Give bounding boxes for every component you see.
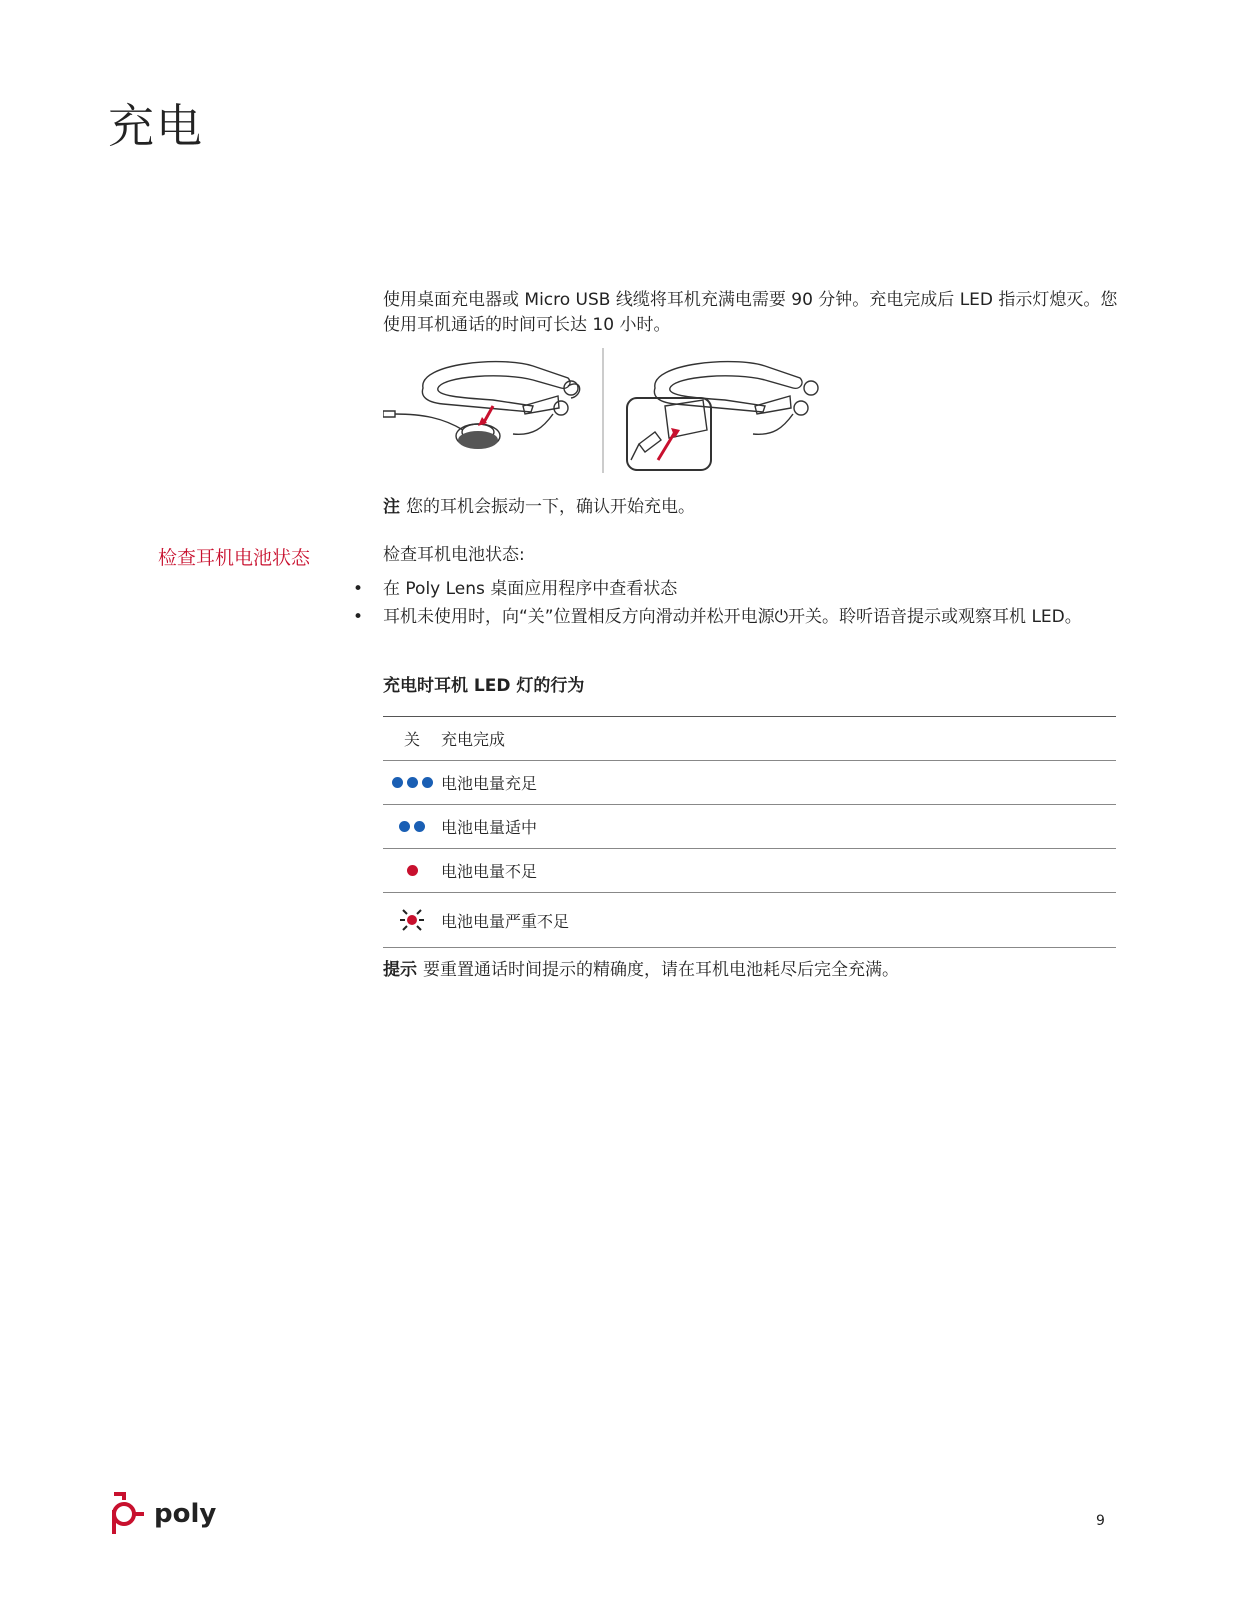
led-state-label: 电池电量严重不足 bbox=[441, 911, 570, 931]
list-item-text: 在 Poly Lens 桌面应用程序中查看状态 bbox=[383, 579, 678, 599]
three-blue-dots-icon bbox=[383, 777, 441, 788]
bullet-icon: • bbox=[353, 607, 364, 627]
led-off-indicator: 关 bbox=[403, 730, 420, 749]
led-state-label: 电池电量适中 bbox=[441, 818, 538, 837]
battery-section-heading: 检查耳机电池状态 bbox=[158, 547, 311, 569]
table-row bbox=[383, 849, 1116, 893]
list-item-text: 耳机未使用时，向“关”位置相反方向滑动并松开电源⏻开关。聆听语音提示或观察耳机 LED。 bbox=[383, 607, 1082, 627]
table-row bbox=[383, 761, 1116, 805]
one-red-dot-icon bbox=[383, 865, 441, 876]
led-behavior-table bbox=[383, 716, 1116, 948]
two-blue-dots-icon bbox=[383, 821, 441, 832]
poly-logo bbox=[110, 1490, 220, 1538]
led-table-title: 充电时耳机 LED 灯的行为 bbox=[383, 676, 585, 696]
bullet-icon: • bbox=[353, 579, 364, 599]
tip-label: 提示 bbox=[383, 960, 417, 980]
svg-text:poly: poly bbox=[154, 1499, 217, 1529]
battery-check-list bbox=[353, 577, 1123, 633]
note-text: 您的耳机会振动一下，确认开始充电。 bbox=[406, 497, 695, 517]
list-item bbox=[353, 605, 1123, 630]
list-item bbox=[353, 577, 1123, 602]
intro-paragraph: 使用桌面充电器或 Micro USB 线缆将耳机充满电需要 90 分钟。充电完成后 LED 指示灯熄灭。您使用耳机通话的时间可长达 10 小时。 bbox=[383, 290, 1118, 335]
page-number: 9 bbox=[1096, 1513, 1105, 1529]
led-state-label: 电池电量充足 bbox=[441, 774, 538, 793]
battery-section-intro: 检查耳机电池状态: bbox=[383, 545, 525, 565]
flashing-red-dot-icon bbox=[383, 905, 441, 935]
led-state-label: 电池电量不足 bbox=[441, 862, 538, 881]
page-title: 充电 bbox=[108, 99, 204, 153]
note bbox=[383, 495, 695, 520]
table-row bbox=[383, 805, 1116, 849]
table-row bbox=[383, 717, 1116, 761]
note-label: 注 bbox=[383, 497, 400, 517]
tip bbox=[383, 958, 899, 983]
table-row bbox=[383, 893, 1116, 948]
led-state-label: 充电完成 bbox=[441, 730, 506, 749]
tip-text: 要重置通话时间提示的精确度，请在耳机电池耗尽后完全充满。 bbox=[423, 960, 899, 980]
charging-illustration bbox=[383, 348, 843, 478]
